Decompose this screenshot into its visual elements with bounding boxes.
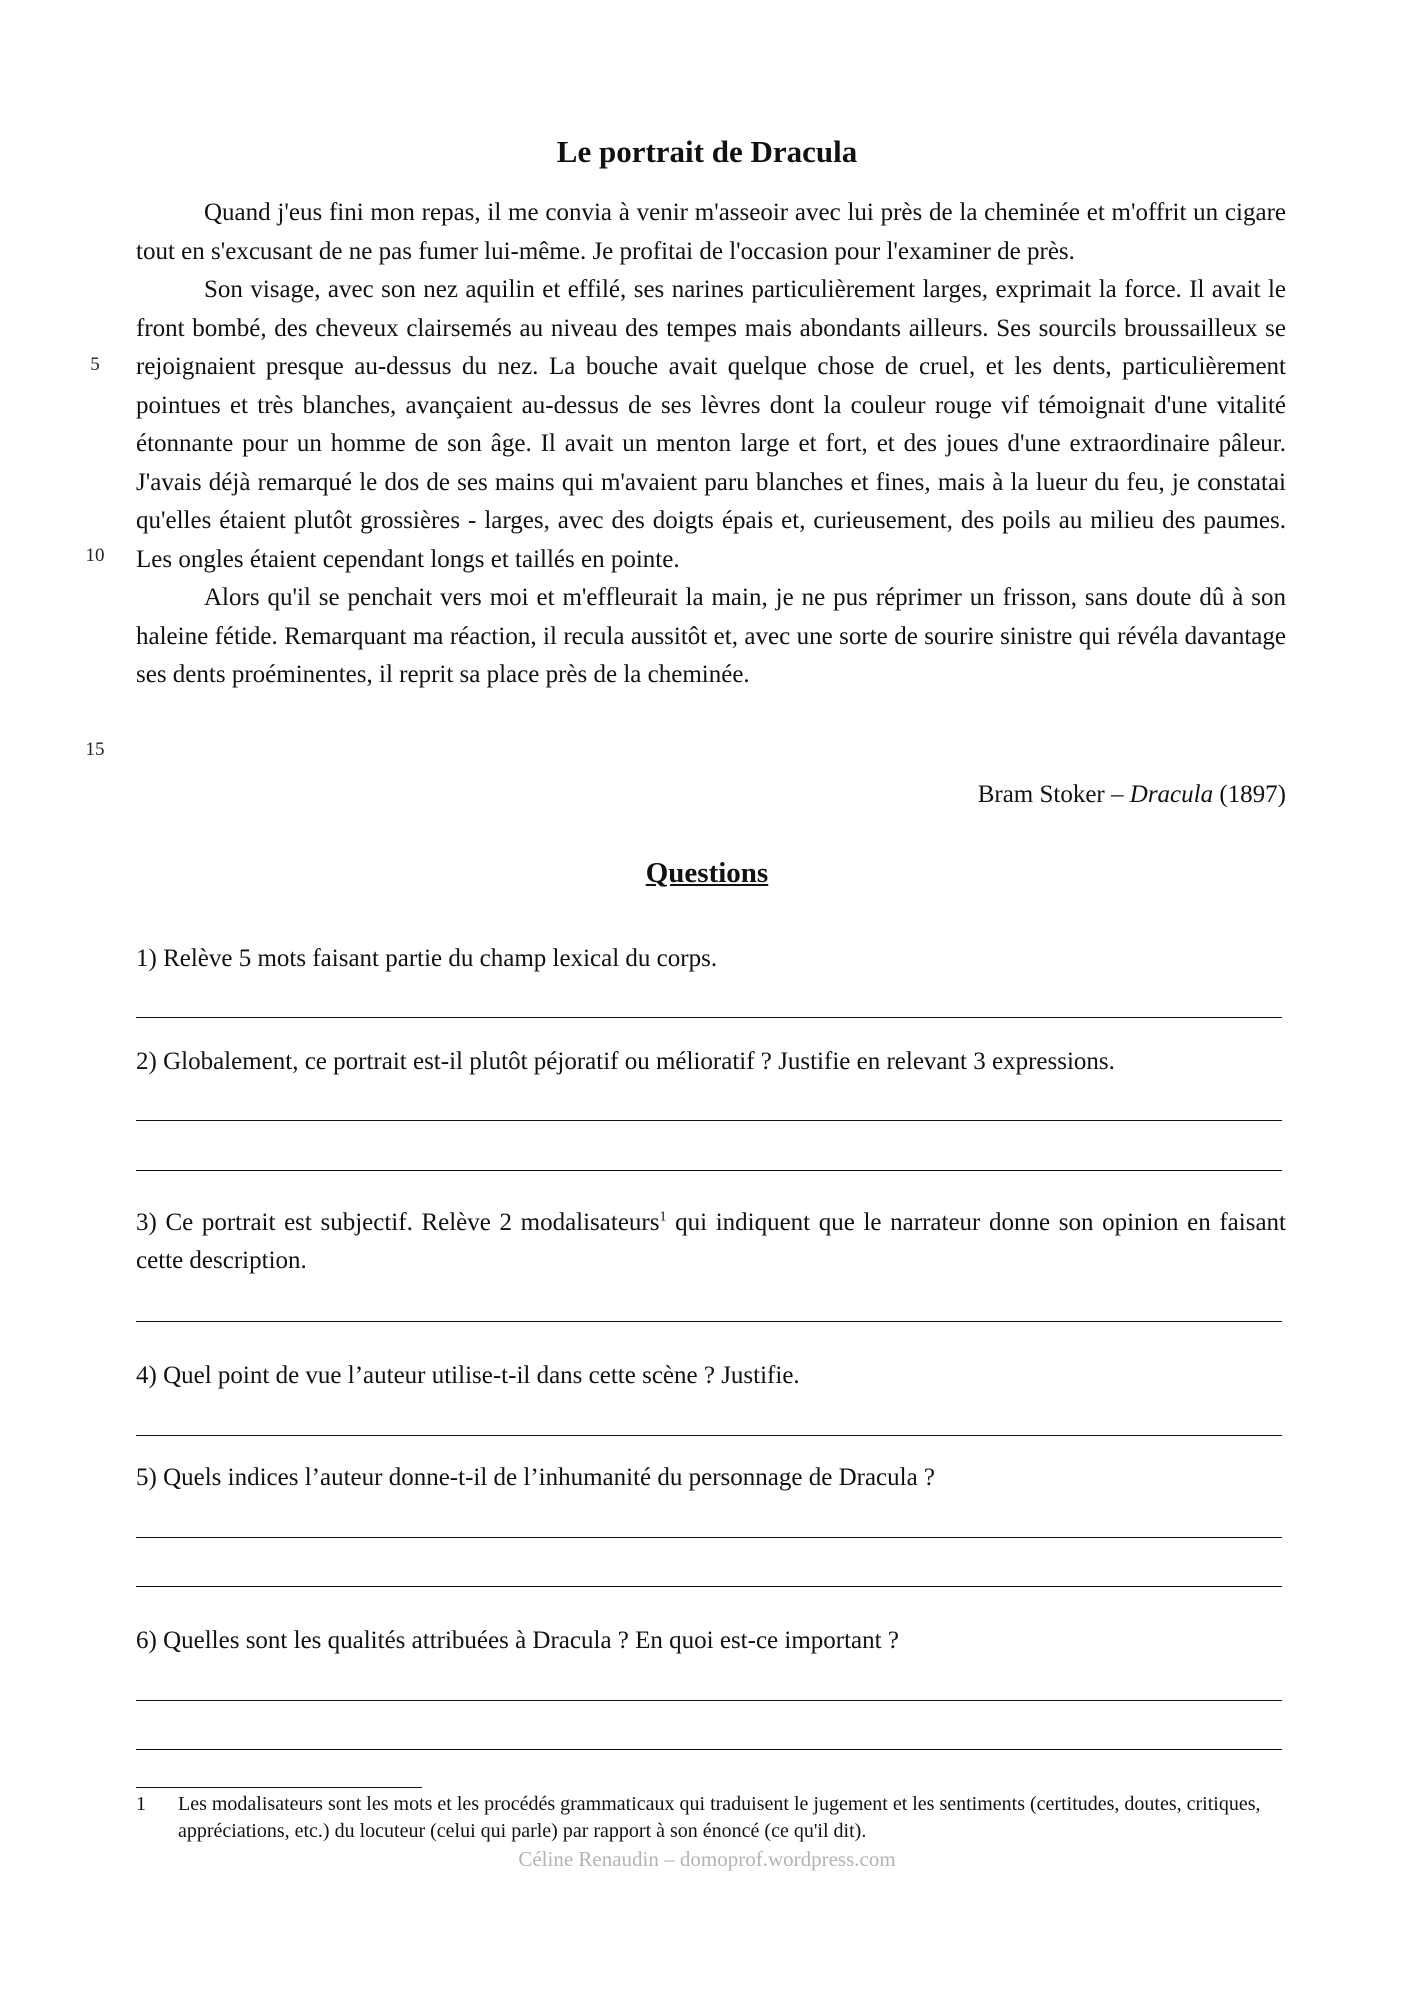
footnote-divider [136,1787,422,1788]
answer-line[interactable] [136,1120,1282,1121]
excerpt-text [136,194,1286,695]
page-title: Le portrait de Dracula [556,134,858,169]
question-3 [136,1204,1286,1280]
answer-line[interactable] [136,1170,1282,1171]
footnote-text: Les modalisateurs sont les mots et les procédés grammaticaux qui traduisent le jugement et les sentiments (certitudes, doutes, critiques, appréciations, etc.) du locuteur (celui qui parle) par rapport à son énoncé (ce qu'il dit). [178,1793,1261,1842]
line-number-5: 5 [90,354,100,375]
excerpt-paragraph-1: Quand j'eus fini mon repas, il me convia à venir m'asseoir avec lui près de la cheminée et m'offrit un cigare tout en s'excusant de ne pas fumer lui-même. Je profitai de l'occasion pour l'examiner de près. [136,199,1286,265]
answer-line[interactable] [136,1017,1282,1018]
question-3-end: qui indiquent que le narrateur donne son opinion en faisant cette description. [136,1209,1286,1274]
question-6: 6) Quelles sont les qualités attribuées à Dracula ? En quoi est-ce important ? [136,1627,899,1654]
source-work: Dracula [1129,781,1214,808]
excerpt-paragraph-3: Alors qu'il se penchait vers moi et m'effleurait la main, je ne pus réprimer un frisson, sans doute dû à son haleine fétide. Remarquant ma réaction, il recula aussitôt et, avec une sorte de sourire sinistre qui révéla davantage ses dents proéminentes, il reprit sa place près de la cheminée. [136,584,1286,688]
question-2: 2) Globalement, ce portrait est-il plutôt péjoratif ou mélioratif ? Justifie en relevant 3 expressions. [136,1048,1115,1075]
author-credit: Céline Renaudin – domoprof.wordpress.com [518,1847,896,1871]
question-1: 1) Relève 5 mots faisant partie du champ lexical du corps. [136,945,718,972]
footnote-number: 1 [136,1793,146,1815]
answer-line[interactable] [136,1749,1282,1750]
question-5: 5) Quels indices l’auteur donne-t-il de l’inhumanité du personnage de Dracula ? [136,1464,936,1491]
source-citation [978,778,1286,812]
excerpt-paragraph-2: Son visage, avec son nez aquilin et effilé, ses narines particulièrement larges, exprimait la force. Il avait le front bombé, des cheveux clairsemés au niveau des tempes mais abondants ailleurs. Ses sourcils broussailleux se rejoignaient presque au-dessus du nez. La bouche avait quelque chose de cruel, et les dents, particulièrement pointues et très blanches, avançaient au-dessus de ses lèvres dont la couleur rouge vif témoignait d'une vitalité étonnante pour un homme de son âge. Il avait un menton large et fort, et des joues d'une extraordinaire pâleur. J'avais déjà remarqué le dos de ses mains qui m'avaient paru blanches et fines, mais à la lueur du feu, je constatai qu'elles étaient plutôt grossières - larges, avec des doigts épais et, curieusement, des poils au milieu des paumes. Les ongles étaient cependant longs et taillés en pointe. [136,276,1286,573]
answer-line[interactable] [136,1435,1282,1436]
answer-line[interactable] [136,1321,1282,1322]
source-year: (1897) [1213,781,1286,808]
answer-line[interactable] [136,1586,1282,1587]
line-number-10: 10 [85,545,105,566]
answer-line[interactable] [136,1537,1282,1538]
question-4: 4) Quel point de vue l’auteur utilise-t-il dans cette scène ? Justifie. [136,1362,800,1389]
line-number-15: 15 [85,739,105,760]
questions-heading: Questions [645,857,769,889]
answer-line[interactable] [136,1700,1282,1701]
footnote-reference: 1 [659,1209,667,1225]
source-author: Bram Stoker – [977,781,1130,808]
question-3-start: 3) Ce portrait est subjectif. Relève 2 modalisateurs [136,1209,660,1236]
